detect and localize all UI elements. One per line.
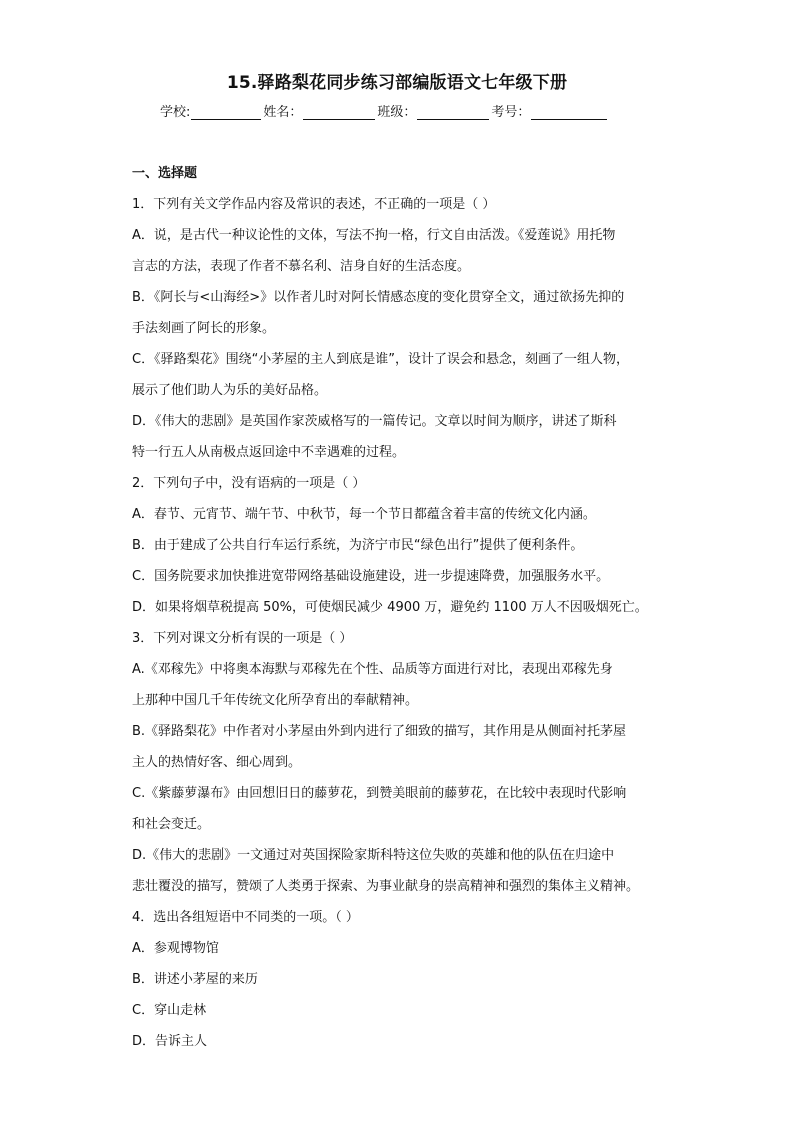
option-line: D．告诉主人	[132, 1034, 208, 1049]
option-line: D．如果将烟草税提高 50%，可使烟民减少 4900 万，避免约 1100 万人不因吸烟死亡。	[132, 600, 648, 615]
option-line: 言志的方法，表现了作者不慕名利、洁身自好的生活态度。	[132, 259, 471, 274]
option-line: A．参观博物馆	[132, 941, 219, 956]
option-line: B.《驿路梨花》中作者对小茅屋由外到内进行了细致的描写，其作用是从侧面衬托茅屋	[132, 724, 627, 739]
option-line: B．《阿长与<山海经>》以作者儿时对阿长情感态度的变化贯穿全文，通过欲扬先抑的	[132, 290, 625, 305]
name-blank[interactable]	[303, 106, 375, 120]
option-line: B．讲述小茅屋的来历	[132, 972, 258, 987]
option-line: 手法刻画了阿长的形象。	[132, 321, 276, 336]
page-title: 15.驿路梨花同步练习部编版语文七年级下册	[226, 73, 568, 93]
option-line: A.《邓稼先》中将奥本海默与邓稼先在个性、品质等方面进行对比，表现出邓稼先身	[132, 662, 613, 677]
option-line: 和社会变迁。	[132, 817, 211, 832]
option-line: 展示了他们助人为乐的美好品格。	[132, 383, 328, 398]
school-blank[interactable]	[191, 106, 261, 120]
section-heading: 一、选择题	[132, 166, 198, 181]
name-label: 姓名：	[263, 105, 303, 120]
option-line: D．《伟大的悲剧》是英国作家茨威格写的一篇传记。文章以时间为顺序，讲述了斯科	[132, 414, 617, 429]
class-label: 班级：	[377, 105, 417, 120]
exam-number-blank[interactable]	[531, 106, 607, 120]
option-line: A．说，是古代一种议论性的文体，写法不拘一格，行文自由活泼。《爱莲说》用托物	[132, 228, 616, 243]
class-blank[interactable]	[417, 106, 489, 120]
option-line: B．由于建成了公共自行车运行系统，为济宁市民“绿色出行”提供了便利条件。	[132, 538, 584, 553]
option-line: A．春节、元宵节、端午节、中秋节，每一个节日都蕴含着丰富的传统文化内涵。	[132, 507, 596, 522]
option-line: C．《驿路梨花》围绕“小茅屋的主人到底是谁”，设计了误会和悬念，刻画了一组人物，	[132, 352, 630, 367]
student-info-row	[160, 101, 640, 120]
question-stem: 3．下列对课文分析有误的一项是（ ）	[132, 631, 353, 646]
question-stem: 2．下列句子中，没有语病的一项是（ ）	[132, 476, 366, 491]
option-line: 悲壮覆没的描写，赞颂了人类勇于探索、为事业献身的崇高精神和强烈的集体主义精神。	[132, 879, 640, 894]
option-line: 上那种中国几千年传统文化所孕育出的奉献精神。	[132, 693, 419, 708]
option-line: D.《伟大的悲剧》一文通过对英国探险家斯科特这位失败的英雄和他的队伍在归途中	[132, 848, 615, 863]
question-stem: 1．下列有关文学作品内容及常识的表述，不正确的一项是（ ）	[132, 197, 496, 212]
option-line: C.《紫藤萝瀑布》由回想旧日的藤萝花，到赞美眼前的藤萝花，在比较中表现时代影响	[132, 786, 627, 801]
exam-number-label: 考号：	[491, 105, 531, 120]
school-label: 学校:	[160, 105, 191, 120]
option-line: 主人的热情好客、细心周到。	[132, 755, 302, 770]
question-content	[132, 163, 672, 1062]
option-line: 特一行五人从南极点返回途中不幸遇难的过程。	[132, 445, 406, 460]
option-line: C．穿山走林	[132, 1003, 207, 1018]
option-line: C．国务院要求加快推进宽带网络基础设施建设，进一步提速降费，加强服务水平。	[132, 569, 610, 584]
question-stem: 4．选出各组短语中不同类的一项。（ ）	[132, 910, 359, 925]
